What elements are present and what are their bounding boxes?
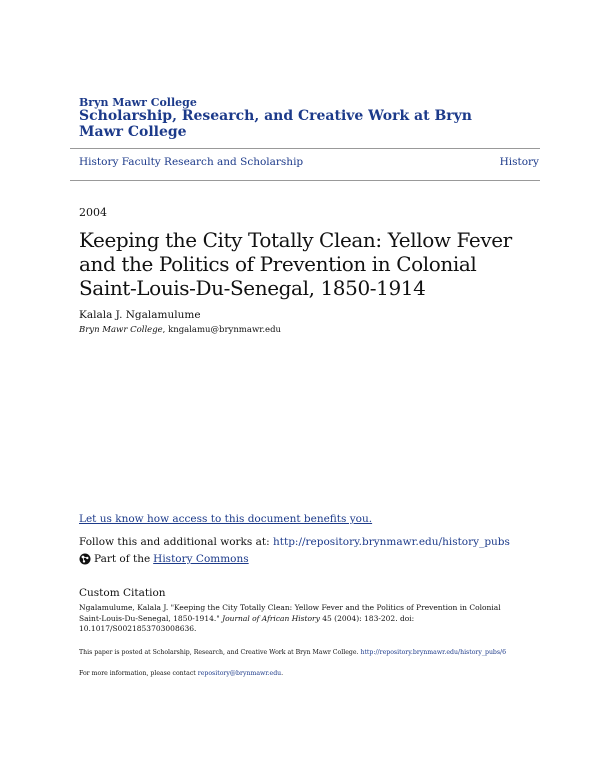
divider-top (70, 148, 540, 149)
breadcrumb (79, 156, 539, 168)
affiliation-email: , kngalamu@brynmawr.edu (162, 325, 281, 335)
breadcrumb-collection[interactable]: History Faculty Research and Scholarship (79, 156, 304, 168)
posted-notice (79, 649, 506, 656)
follow-line (79, 536, 510, 548)
citation-body: Ngalamulume, Kalala J. "Keeping the City Totally Clean: Yellow Fever and the Politics of Prevention in Colonial Saint-Louis-Du-Senegal, 1850-1914." (79, 603, 501, 623)
article-title: Keeping the City Totally Clean: Yellow Fever and the Politics of Prevention in Colonial Saint-Louis-Du-Senegal, 1850-1914 (79, 228, 512, 300)
contact-email-link[interactable]: repository@brynmawr.edu (197, 670, 282, 677)
citation-details: 45 (2004): 183-202. doi: 10.1017/S0021853703008636. (79, 613, 415, 633)
citation-journal: Journal of African History (222, 613, 320, 623)
contact-end: . (281, 670, 284, 677)
posted-text: This paper is posted at Scholarship, Research, and Creative Work at Bryn Mawr College. (79, 649, 361, 656)
repository-title[interactable]: Scholarship, Research, and Creative Work at Bryn Mawr College (79, 108, 472, 140)
affiliation-institution: Bryn Mawr College (79, 325, 163, 335)
network-icon (79, 553, 91, 565)
publication-year: 2004 (79, 206, 107, 219)
institution-name[interactable]: Bryn Mawr College (79, 96, 197, 109)
author-affiliation (79, 325, 281, 335)
part-of-line (79, 553, 249, 565)
citation-heading: Custom Citation (79, 587, 166, 599)
breadcrumb-department[interactable]: History (499, 156, 539, 168)
author-name: Kalala J. Ngalamulume (79, 309, 201, 321)
follow-prefix: Follow this and additional works at: (79, 536, 273, 548)
contact-notice (79, 670, 283, 677)
divider-bottom (70, 180, 540, 181)
citation-text (79, 603, 509, 635)
history-commons-link[interactable]: History Commons (153, 553, 249, 565)
part-of-prefix: Part of the (94, 553, 151, 565)
follow-url-link[interactable]: http://repository.brynmawr.edu/history_pubs (273, 536, 510, 548)
access-benefits-link[interactable]: Let us know how access to this document benefits you. (79, 513, 373, 525)
posted-url-link[interactable]: http://repository.brynmawr.edu/history_pubs/6 (360, 649, 507, 656)
contact-text: For more information, please contact (79, 670, 198, 677)
